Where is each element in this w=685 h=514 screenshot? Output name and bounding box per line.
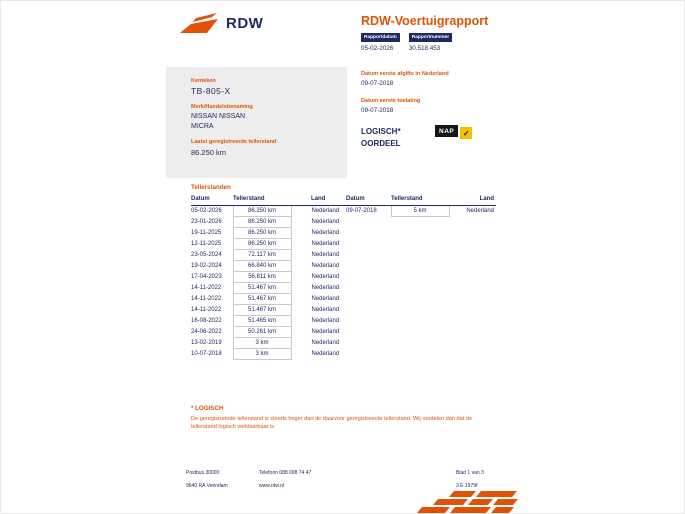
- land-column-header: Land: [291, 194, 369, 206]
- table-header-row: [346, 194, 496, 206]
- rapportdatum: [361, 33, 400, 52]
- tellerstand-column-header: Tellerstand: [391, 194, 449, 206]
- land-column-header: Land: [449, 194, 496, 206]
- footer-address-line1: Postbus 30000: [186, 470, 220, 476]
- land-cell: Nederland: [311, 229, 340, 236]
- tellerstand-cell: 86.250 km: [233, 217, 291, 228]
- merk-value: NISSAN NISSAN MICRA: [191, 113, 246, 130]
- datum-cell: 09-07-2018: [346, 207, 377, 214]
- datum-cell: 19-02-2024: [191, 262, 222, 269]
- laatste-tellerstand-label: Laatst geregistreerde tellerstand: [191, 139, 277, 145]
- land-cell: Nederland: [311, 295, 340, 302]
- tellerstand-column-header: Tellerstand: [233, 194, 291, 206]
- land-cell: Nederland: [466, 207, 494, 214]
- land-cell: Nederland: [311, 317, 340, 324]
- table-header-row: [191, 194, 369, 206]
- rdw-logo: [179, 13, 263, 34]
- footnote-title: * LOGISCH: [191, 405, 224, 412]
- land-cell: Nederland: [311, 251, 340, 258]
- datum-cell: 12-11-2025: [191, 240, 222, 247]
- datum-cell: 10-07-2018: [191, 350, 222, 357]
- rapportdatum-value: 05-02-2026: [361, 45, 394, 52]
- tellerstand-cell: 86.250 km: [233, 228, 291, 239]
- tellerstand-cell: 51.467 km: [233, 283, 291, 294]
- footer-page-number: Blad 1 van 3: [456, 470, 484, 476]
- rdw-stripes-graphic: [414, 491, 522, 513]
- datum-cell: 13-02-2019: [191, 339, 222, 346]
- datum-cell: 19-11-2025: [191, 229, 222, 236]
- datum-cell: 05-02-2026: [191, 207, 222, 214]
- kenteken-value: TB-805-X: [191, 86, 231, 96]
- tellerstand-cell: 86.250 km: [233, 239, 291, 250]
- vehicle-summary-panel: [166, 67, 347, 178]
- tellerstand-cell: 50.261 km: [233, 327, 291, 338]
- land-cell: Nederland: [311, 273, 340, 280]
- table-row: [191, 206, 369, 217]
- footer-address-line2: 9640 RA Veendam: [186, 483, 228, 489]
- table-row: [191, 327, 369, 338]
- tellerstand-cell: 51.467 km: [233, 294, 291, 305]
- table-row: [191, 305, 369, 316]
- table-row: [191, 250, 369, 261]
- footer-address: [186, 467, 228, 493]
- toelating-value: 09-07-2018: [361, 107, 394, 114]
- report-meta: [361, 33, 452, 52]
- logisch-footnote: [191, 405, 491, 431]
- afgifte-value: 09-07-2018: [361, 80, 394, 87]
- table-row: [346, 206, 496, 217]
- datum-cell: 24-06-2022: [191, 328, 222, 335]
- oordeel-line1: LOGISCH*: [361, 127, 401, 136]
- footnote-text: De geregistreerde tellerstand is steeds hoger dan de daarvoor geregistreerde tellerstand. Wij oordelen dan dat de tellerstand logisch verklaarbaar is.: [191, 416, 473, 430]
- rapportnummer: [409, 33, 452, 52]
- table-row: [191, 349, 369, 360]
- rapportnummer-value: 30.518.453: [408, 45, 441, 52]
- land-cell: Nederland: [311, 284, 340, 291]
- merk-label: Merk/Handelsbenaming: [191, 104, 253, 110]
- footer-contact: [259, 467, 311, 493]
- tellerstand-cell: 86.250 km: [233, 206, 291, 217]
- datum-column-header: Datum: [191, 194, 233, 206]
- land-cell: Nederland: [311, 262, 340, 269]
- tellerstanden-table-left: [191, 194, 369, 360]
- table-row: [191, 228, 369, 239]
- datum-cell: 17-04-2023: [191, 273, 222, 280]
- land-cell: Nederland: [311, 218, 340, 225]
- tellerstanden-section-title: Tellerstanden: [191, 184, 231, 191]
- land-cell: Nederland: [311, 350, 340, 357]
- kenteken-label: Kenteken: [191, 78, 216, 84]
- tellerstand-cell: 51.467 km: [233, 305, 291, 316]
- nap-check-icon: ✓: [460, 127, 472, 139]
- land-cell: Nederland: [311, 339, 340, 346]
- datum-column-header: Datum: [346, 194, 391, 206]
- footer-website: www.rdw.nl: [259, 483, 285, 489]
- rapportnummer-label: Rapportnummer: [409, 33, 452, 42]
- page-title: RDW-Voertuigrapport: [361, 14, 489, 28]
- datum-cell: 23-05-2024: [191, 251, 222, 258]
- tellerstanden-table-right: [346, 194, 496, 217]
- datum-cell: 16-08-2022: [191, 317, 222, 324]
- nap-logo: [435, 125, 472, 139]
- land-cell: Nederland: [311, 328, 340, 335]
- oordeel-line2: OORDEEL: [361, 138, 401, 148]
- registration-info: [361, 71, 521, 181]
- land-cell: Nederland: [311, 306, 340, 313]
- footer-phone: Telefoon 088 008 74 47: [259, 470, 312, 476]
- datum-cell: 14-11-2022: [191, 284, 222, 291]
- tellerstand-cell: 66.840 km: [233, 261, 291, 272]
- rdw-brand-text: RDW: [226, 15, 264, 32]
- tellerstand-cell: 5 km: [391, 206, 449, 217]
- nap-logo-text: NAP: [435, 125, 458, 137]
- land-cell: Nederland: [311, 240, 340, 247]
- table-row: [191, 316, 369, 327]
- table-row: [191, 217, 369, 228]
- table-row: [191, 239, 369, 250]
- laatste-tellerstand-value: 86.250 km: [191, 148, 227, 157]
- rdw-flag-icon: [179, 13, 219, 34]
- datum-cell: 14-11-2022: [191, 295, 222, 302]
- footer-paging: [456, 467, 484, 493]
- land-cell: Nederland: [311, 207, 340, 214]
- footer-form-code: 3 E 1979f: [456, 483, 478, 489]
- rapportdatum-label: Rapportdatum: [361, 33, 400, 42]
- oordeel: [361, 126, 401, 149]
- toelating-label: Datum eerste toelating: [361, 98, 421, 104]
- table-row: [191, 338, 369, 349]
- table-row: [191, 261, 369, 272]
- tellerstand-cell: 3 km: [233, 349, 291, 360]
- afgifte-label: Datum eerste afgifte in Nederland: [361, 71, 449, 77]
- datum-cell: 23-01-2026: [191, 218, 222, 225]
- tellerstand-cell: 72.117 km: [233, 250, 291, 261]
- table-row: [191, 272, 369, 283]
- table-row: [191, 294, 369, 305]
- table-row: [191, 283, 369, 294]
- tellerstand-cell: 56.811 km: [233, 272, 291, 283]
- datum-cell: 14-11-2022: [191, 306, 222, 313]
- tellerstand-cell: 51.465 km: [233, 316, 291, 327]
- tellerstand-cell: 3 km: [233, 338, 291, 349]
